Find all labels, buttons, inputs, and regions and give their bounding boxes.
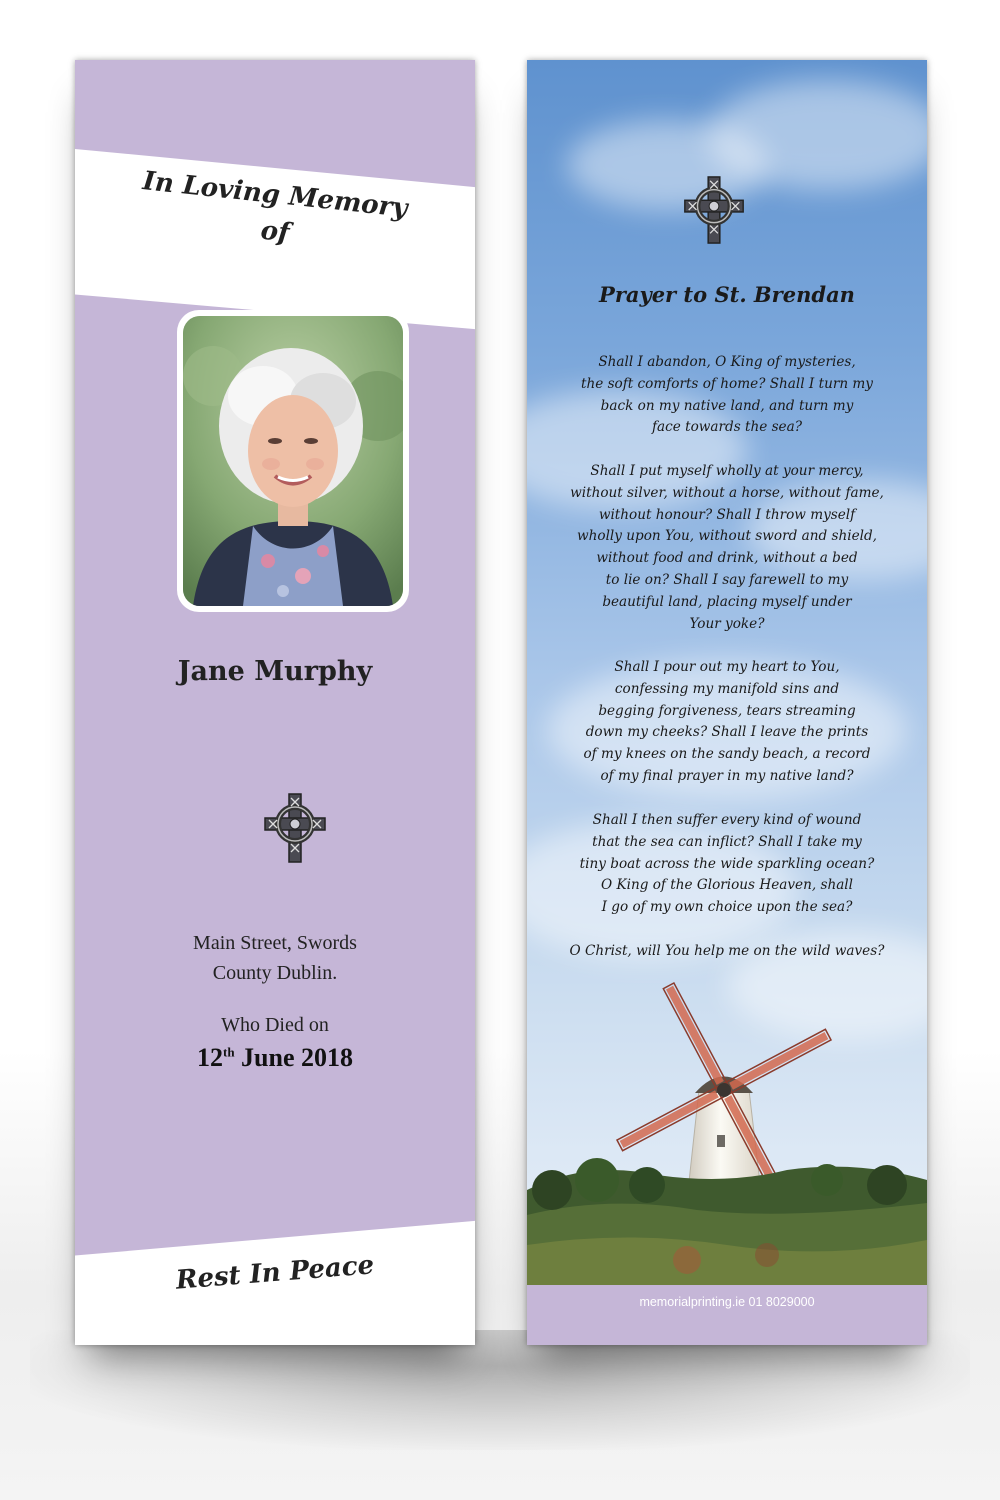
heading-of: of <box>259 215 291 249</box>
address-line-1: Main Street, Swords <box>193 932 357 954</box>
prayer-title: Prayer to St. Brendan <box>599 282 855 307</box>
prayer-stanza-4 <box>527 810 927 919</box>
prayer-line: face towards the sea? <box>652 419 802 436</box>
prayer-line: without silver, without a horse, without fame, <box>570 484 884 501</box>
prayer-line: Shall I abandon, O King of mysteries, <box>598 354 856 370</box>
prayer-line: O Christ, will You help me on the wild waves? <box>569 943 885 959</box>
prayer-line: to lie on? Shall I say farewell to my <box>605 571 849 588</box>
prayer-line: back on my native land, and turn my <box>600 397 854 414</box>
prayer-line: I go of my own choice upon the sea? <box>601 899 853 916</box>
printer-contact: memorialprinting.ie 01 8029000 <box>639 1295 815 1309</box>
prayer-line: beautiful land, placing myself under <box>602 593 852 610</box>
prayer-line: Shall I pour out my heart to You, <box>614 659 840 675</box>
portrait-frame <box>177 310 409 612</box>
died-label: Who Died on <box>221 1014 329 1036</box>
prayer-line: begging forgiveness, tears streaming <box>598 702 856 719</box>
heading-in-loving-memory: In Loving Memory <box>141 166 409 224</box>
celtic-cross-icon <box>263 792 327 864</box>
portrait-photo <box>183 316 403 606</box>
prayer-stanza-5 <box>527 941 927 963</box>
prayer-line: down my cheeks? Shall I leave the prints <box>585 724 869 741</box>
prayer-line: of my knees on the sandy beach, a record <box>583 746 871 763</box>
prayer-line: Your yoke? <box>689 615 765 632</box>
memorial-bookmark-back <box>527 60 927 1345</box>
portrait-illustration <box>183 316 403 606</box>
prayer-line: confessing my manifold sins and <box>614 680 840 697</box>
prayer-stanza-3 <box>527 657 927 788</box>
date-day: 12 <box>196 1043 223 1072</box>
date-suffix: th <box>222 1044 235 1060</box>
prayer-line: without food and drink, without a bed <box>596 550 858 567</box>
prayer-line: that the sea can inflict? Shall I take my <box>592 833 862 850</box>
date-of-death <box>75 1043 475 1073</box>
prayer-line: O King of the Glorious Heaven, shall <box>601 877 853 894</box>
windmill-illustration <box>527 975 927 1285</box>
prayer-line: wholly upon You, without sword and shield, <box>577 528 877 545</box>
deceased-name: Jane Murphy <box>177 656 373 687</box>
card-shadow <box>30 1330 970 1450</box>
footer-strip <box>527 1285 927 1345</box>
address-line-2: County Dublin. <box>212 962 338 984</box>
prayer-line: tiny boat across the wide sparkling ocean? <box>579 855 875 872</box>
prayer-line: Shall I then suffer every kind of wound <box>592 812 862 828</box>
prayer-line: of my final prayer in my native land? <box>600 767 854 784</box>
memorial-bookmark-front <box>75 60 475 1345</box>
prayer-line: without honour? Shall I throw myself <box>598 506 856 523</box>
rest-in-peace: Rest In Peace <box>174 1250 376 1296</box>
celtic-cross-icon <box>682 175 746 245</box>
date-month-year: June 2018 <box>241 1043 354 1072</box>
prayer-stanza-2 <box>527 461 927 635</box>
prayer-line: Shall I put myself wholly at your mercy, <box>590 463 864 479</box>
prayer-stanza-1 <box>527 352 927 439</box>
prayer-line: the soft comforts of home? Shall I turn my <box>581 375 873 392</box>
